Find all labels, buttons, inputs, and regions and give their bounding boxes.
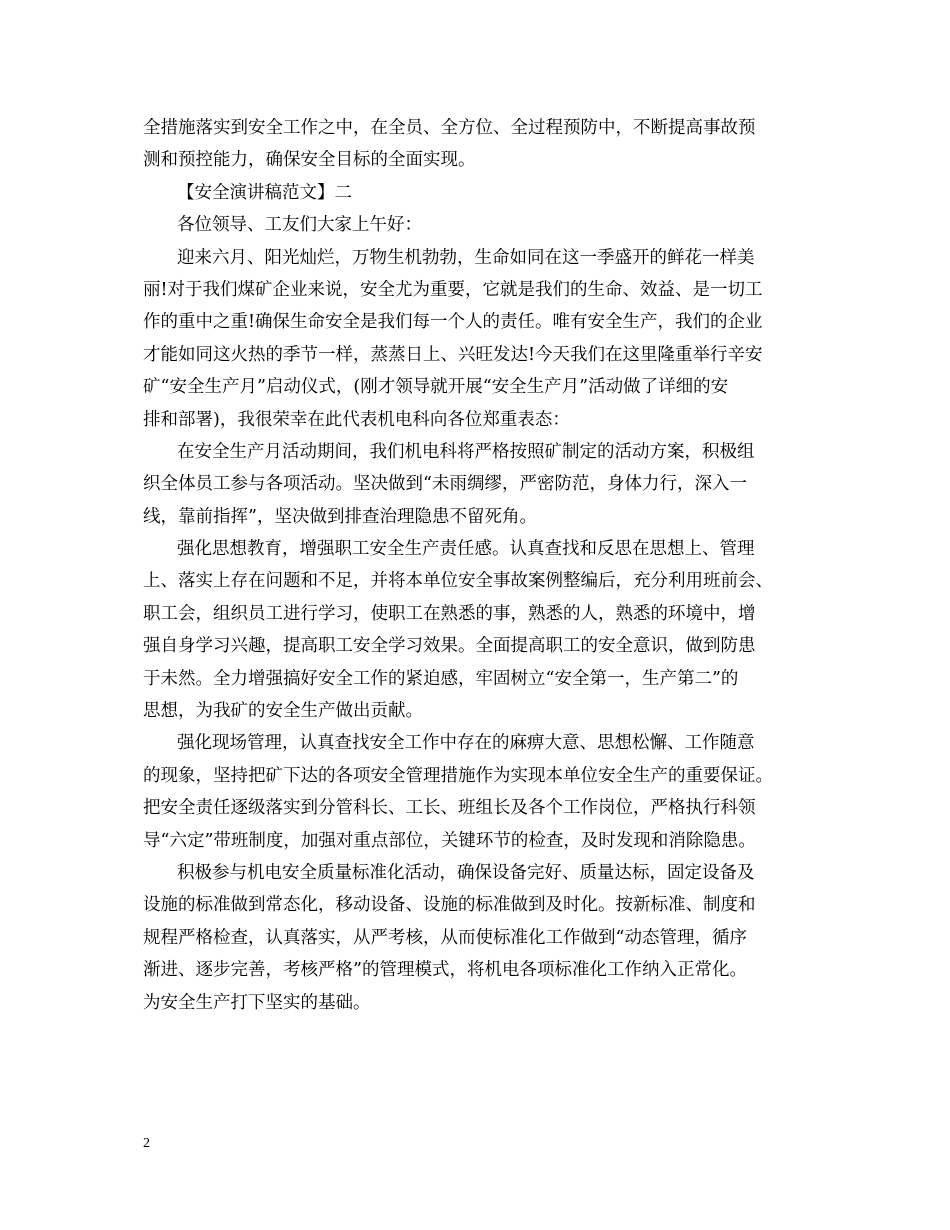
text-line: 导“六定”带班制度，加强对重点部位，关键环节的检查，及时发现和消除隐患。	[143, 830, 756, 851]
text-line: 思想，为我矿的安全生产做出贡献。	[143, 701, 423, 722]
text-line: 渐进、逐步完善，考核严格”的管理模式，将机电各项标准化工作纳入正常化。	[143, 960, 747, 981]
text-line: 才能如同这火热的季节一样，蒸蒸日上、兴旺发达!今天我们在这里隆重举行辛安	[143, 344, 763, 365]
document-body	[143, 112, 813, 1019]
text-line: 上、落实上存在问题和不足，并将本单位安全事故案例整编后，充分利用班前会、	[143, 571, 773, 592]
text-line: 规程严格检查，认真落实，从严考核，从而使标准化工作做到“动态管理，循序	[143, 927, 747, 948]
text-line: 在安全生产月活动期间，我们机电科将严格按照矿制定的活动方案，积极组	[177, 441, 755, 462]
text-line: 丽!对于我们煤矿企业来说，安全尤为重要，它就是我们的生命、效益、是一切工	[143, 279, 763, 300]
text-line: 强化思想教育，增强职工安全生产责任感。认真查找和反思在思想上、管理	[177, 539, 755, 560]
text-line: 线，靠前指挥”，坚决做到排查治理隐患不留死角。	[143, 506, 537, 527]
page-number: 2	[143, 1136, 150, 1151]
text-line: 积极参与机电安全质量标准化活动，确保设备完好、质量达标，固定设备及	[177, 862, 755, 883]
text-line: 织全体员工参与各项活动。坚决做到“未雨绸缪，严密防范，身体力行，深入一	[143, 474, 747, 495]
text-line: 把安全责任逐级落实到分管科长、工长、班组长及各个工作岗位，严格执行科领	[143, 798, 756, 819]
text-line: 迎来六月、阳光灿烂，万物生机勃勃，生命如同在这一季盛开的鲜花一样美	[177, 247, 755, 268]
text-line: 强化现场管理，认真查找安全工作中存在的麻痹大意、思想松懈、工作随意	[177, 733, 755, 754]
text-line: 的现象，坚持把矿下达的各项安全管理措施作为实现本单位安全生产的重要保证。	[143, 765, 773, 786]
text-line: 职工会，组织员工进行学习，使职工在熟悉的事，熟悉的人，熟悉的环境中，增	[143, 603, 756, 624]
text-line: 全措施落实到安全工作之中，在全员、全方位、全过程预防中，不断提高事故预	[143, 118, 756, 138]
text-line: 矿“安全生产月”启动仪式，(刚才领导就开展“安全生产月”活动做了详细的安	[143, 377, 729, 398]
text-line: 测和预控能力，确保安全目标的全面实现。	[143, 150, 476, 171]
text-line: 排和部署)，我很荣幸在此代表机电科向各位郑重表态：	[143, 409, 570, 430]
text-line: 设施的标准做到常态化，移动设备、设施的标准做到及时化。按新标准、制度和	[143, 895, 756, 916]
section-heading: 【安全演讲稿范文】二	[177, 182, 352, 203]
text-line: 为安全生产打下坚实的基础。	[143, 992, 371, 1013]
text-line: 作的重中之重!确保生命安全是我们每一个人的责任。唯有安全生产，我们的企业	[143, 312, 763, 333]
text-line: 于未然。全力增强搞好安全工作的紧迫感，牢固树立“安全第一，生产第二”的	[143, 668, 739, 689]
salutation: 各位领导、工友们大家上午好：	[177, 215, 422, 236]
text-line: 强自身学习兴趣，提高职工安全学习效果。全面提高职工的安全意识，做到防患	[143, 636, 756, 657]
